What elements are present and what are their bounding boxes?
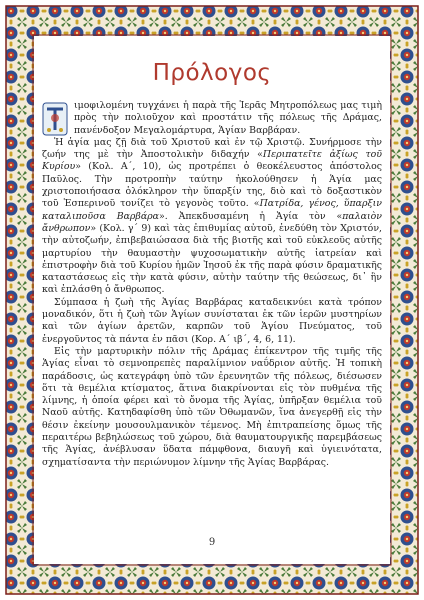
paragraph-text: Ἡ ἁγία μας ζῇ διὰ τοῦ Χριστοῦ καὶ ἐν τῷ Χριστῷ. Συνήρμοσε τὴν ζωήν της μὲ τὴν Ἀποστολικὴν διδαχήν « [42, 136, 382, 161]
paragraph-text: » (Κολ. Α΄, 10), ὡς προτρέπει ὁ θεοκέλευστος ἀπόστολος Παῦλος. Τὴν προτροπὴν ταύτην ἠκολούθησεν ἡ Ἁγία μας χριστοποιήσασα ὁλόκληρον τὴν ὕπαρξίν της, διὸ καὶ τὸ δοξαστικὸν τοῦ Ἑσπερινοῦ τονίζει τὸ γεγονὸς τοῦτο. « [42, 161, 382, 210]
paragraph-text: ». Ἀπεκδυσαμένη ἡ Ἁγία τὸν « [159, 210, 343, 222]
paragraph-text: » (Κολ. γ΄ 9) καὶ τὰς ἐπιθυμίας αὐτοῦ, ἐνεδύθη τὸν Χριστόν, τὴν αὐτοζωήν, ἐπιβεβαιώσασα διὰ τῆς βιοτῆς καὶ τοῦ εὐκλεοῦς αὐτῆς μαρτυρίου τὴν θαυμαστὴν ψυχοσωματικὴν αὐτῆς ἰατρείαν καὶ ἐπιστροφὴν διὰ τοῦ Κυρίου ἡμῶν Ἰησοῦ ἐκ τῆς παρὰ φύσιν δραματικῆς καταστάσεως εἰς τὴν κατὰ φύσιν, αὐτὴν ταύτην τῆς θεώσεως, δι᾽ ἣν καὶ ἐπλάσθη ὁ ἄνθρωπος. [42, 222, 382, 296]
paragraph-text: ιμοφιλομένη τυγχάνει ἡ παρὰ τῆς Ἱερᾶς Μητροπόλεως μας τιμὴ πρὸς τὴν πολιοῦχον καὶ προστάτιν τῆς πόλεως τῆς Δράμας, πανένδοξον Μεγαλομάρτυρα, Ἁγίαν Βαρβάραν. [74, 100, 382, 136]
paragraph-1 [42, 100, 382, 137]
illuminated-initial-icon [42, 102, 68, 136]
paragraph-2 [42, 137, 382, 297]
paragraph-text: Εἰς τὴν μαρτυρικὴν πόλιν τῆς Δράμας ἐπίκεντρον τῆς τιμῆς τῆς Ἁγίας εἶναι τὸ σεμνοπρεπὲς παραλίμνιον ναΰδριον αὐτῆς. Ἡ τοπικὴ παράδοσις, ὡς κατεγράφη ὑπὸ τῶν ἐρευνητῶν τῆς πόλεως, διέσωσεν ὅτι τὰ θεμέλια κτίσματος, ἅτινα διακρίνονται εἰς τὸν πυθμένα τῆς λίμνης, ἡ ὁποία φέρει καὶ τὸ ὄνομα τῆς Ἁγίας, ὑπῆρξαν θεμέλια τοῦ Ναοῦ αὐτῆς. Κατηδαφίσθη ὑπὸ τῶν Ὀθωμανῶν, ἵνα ἀνεγερθῇ εἰς τὴν θέσιν ἐκείνην μουσουλμανικὸν τέμενος. Μὴ ἐπιτραπείσης ὅμως τῆς περαιτέρω βεβηλώσεως τοῦ χώρου, διὰ θαυματουργικῆς παρεμβάσεως τῆς Ἁγίας, ἀνέβλυσαν ὕδατα πάμφθονα, διαυγῆ καὶ ὑγιεινότατα, σχηματίσαντα τὴν περιώνυμον λίμνην τῆς Ἁγίας Βαρβάρας. [42, 345, 382, 468]
paragraph-text: Σύμπασα ἡ ζωὴ τῆς Ἁγίας Βαρβάρας καταδεικνύει κατὰ τρόπον μοναδικόν, ὅτι ἡ ζωὴ τῶν Ἁγίων συνίσταται ἐκ τῶν ἱερῶν μυστηρίων καὶ τῶν ἁγίων ἀρετῶν, καρπῶν τοῦ Ἁγίου Πνεύματος, τοῦ ἐνεργοῦντος τὰ πάντα ἐν πᾶσι (Κορ. Α΄ ιβ΄, 4, 6, 11). [42, 296, 382, 345]
quote-text: Περιπατεῖτε ἀξίως τοῦ Κυρίου [42, 149, 382, 173]
quote-text: παλαιὸν ἄνθρωπον [42, 210, 383, 234]
paragraph-4 [42, 346, 382, 469]
quote-text: Πατρίδα, γένος, ὕπαρξιν καταλιποῦσα Βαρβάρα [42, 198, 382, 222]
page-body [34, 36, 390, 564]
text-content [42, 100, 382, 469]
paragraph-3 [42, 297, 382, 346]
page-title: Πρόλογος [152, 60, 272, 86]
page-number: 9 [208, 537, 216, 548]
